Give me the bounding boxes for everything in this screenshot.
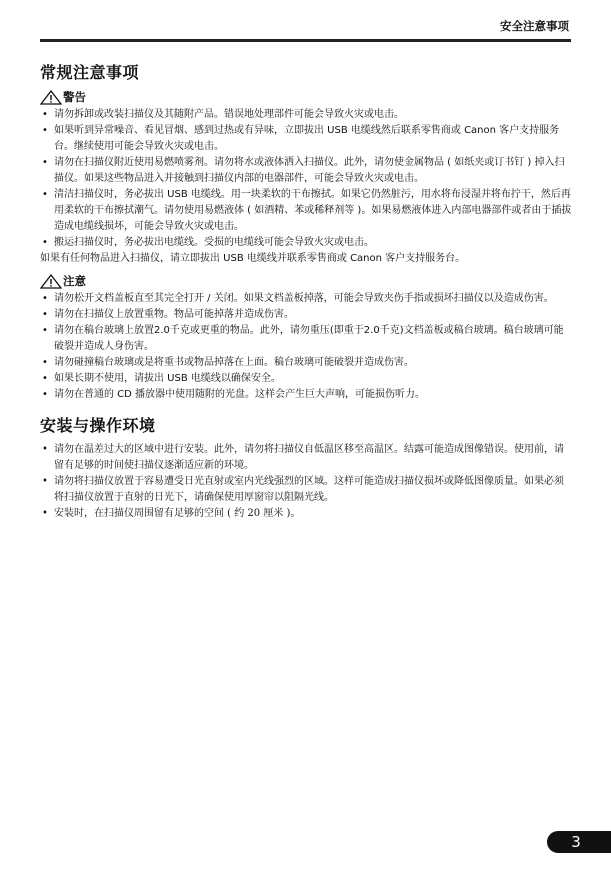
warning-list — [40, 107, 572, 251]
list-item: • 请勿在温差过大的区域中进行安装。此外，请勿将扫描仪自低温区移至高温区。结露可能造成图像错误。使用前，请留有足够的时间使扫描仪逐渐适应新的环境。 — [40, 442, 572, 474]
caution-label: 注意 — [63, 274, 86, 288]
foreign-object-note: 如果有任何物品进入扫描仪，请立即拔出 USB 电缆线并联系零售商或 Canon 客户支持服务台。 — [40, 253, 466, 264]
list-item: • 请勿将扫描仪放置于容易遭受日光直射或室内光线强烈的区域。这样可能造成扫描仪损坏或降低图像质量。如果必须将扫描仪放置于直射的日光下，请确保使用厚窗帘以阻隔光线。 — [40, 474, 572, 506]
list-item: • 如果听到异常噪音、看见冒烟、感到过热或有异味，立即拔出 USB 电缆线然后联系零售商或 Canon 客户支持服务台。继续使用可能会导致火灾或电击。 — [40, 123, 572, 155]
warning-heading — [40, 89, 572, 105]
page-number: 3 — [547, 831, 611, 853]
content — [40, 60, 572, 522]
list-item: • 请勿在扫描仪上放置重物。物品可能掉落并造成伤害。 — [40, 307, 572, 323]
list-item: • 请勿碰撞稿台玻璃或是将重书或物品掉落在上面。稿台玻璃可能破裂并造成伤害。 — [40, 355, 572, 371]
general-title: 常规注意事项 — [40, 63, 140, 82]
warning-triangle-icon — [40, 90, 62, 105]
header-title: 安全注意事项 — [500, 19, 569, 33]
list-item: • 搬运扫描仪时，务必拔出电缆线。受损的电缆线可能会导致火灾或电击。 — [40, 235, 572, 251]
environment-title: 安装与操作环境 — [40, 416, 156, 435]
environment-list — [40, 442, 572, 522]
list-item: • 请勿拆卸或改装扫描仪及其随附产品。错误地处理部件可能会导致火灾或电击。 — [40, 107, 572, 123]
list-item: • 清洁扫描仪时，务必拔出 USB 电缆线。用一块柔软的干布擦拭。如果它仍然脏污，用水将布浸湿并将布拧干，然后再用柔软的干布擦拭潮气。请勿使用易燃液体 ( 如酒精、苯或稀释剂等 )。如果易燃液体进入内部电器部件或者由于插拔造成电缆线损坏，可能会导致火灾或电击。 — [40, 187, 572, 235]
list-item: • 请勿在扫描仪附近使用易燃喷雾剂。请勿将水或液体洒入扫描仪。此外，请勿使金属物品 ( 如纸夹或订书钉 ) 掉入扫描仪。如果这些物品进入并接触到扫描仪内部的电器部件，可能会导致火灾或电击。 — [40, 155, 572, 187]
caution-heading — [40, 273, 572, 289]
list-item: • 安装时，在扫描仪周围留有足够的空间 ( 约 20 厘米 )。 — [40, 506, 572, 522]
list-item: • 请勿松开文档盖板直至其完全打开 / 关闭。如果文档盖板掉落，可能会导致夹伤手指或损坏扫描仪以及造成伤害。 — [40, 291, 572, 307]
header-rule — [40, 39, 571, 42]
list-item: • 请勿在普通的 CD 播放器中使用随附的光盘。这样会产生巨大声响，可能损伤听力。 — [40, 387, 572, 403]
warning-label: 警告 — [63, 90, 86, 104]
list-item: • 如果长期不使用，请拔出 USB 电缆线以确保安全。 — [40, 371, 572, 387]
list-item: • 请勿在稿台玻璃上放置2.0千克或更重的物品。此外，请勿重压(即重于2.0千克)文档盖板或稿台玻璃。稿台玻璃可能破裂并造成人身伤害。 — [40, 323, 572, 355]
caution-triangle-icon — [40, 274, 62, 289]
caution-list — [40, 291, 572, 403]
